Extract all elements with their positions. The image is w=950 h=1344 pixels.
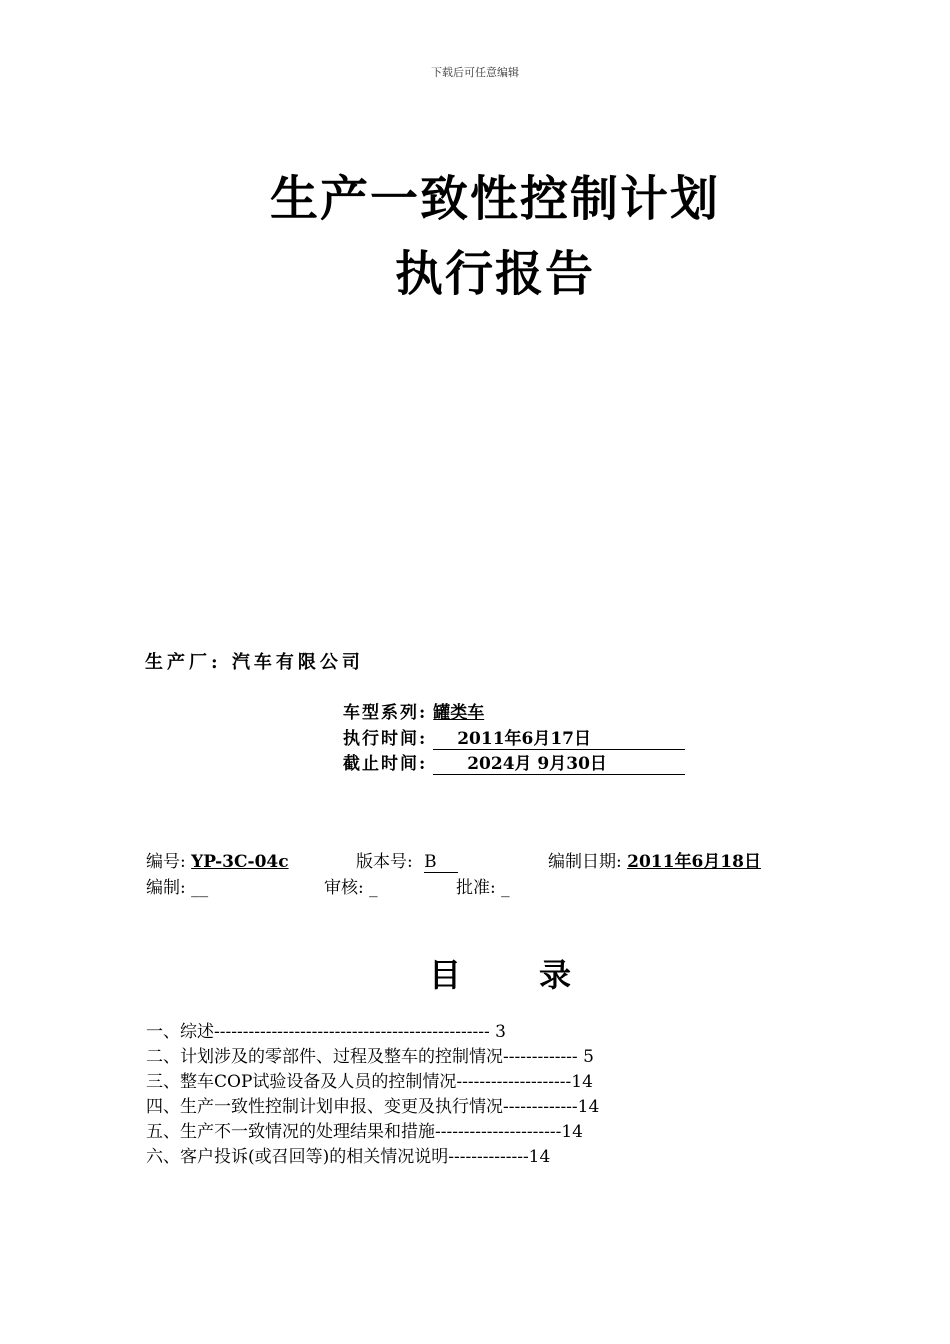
- reviewed-by-row: [324, 873, 378, 898]
- reviewed-by-label: 审核:: [324, 878, 364, 898]
- version-value: B: [424, 852, 458, 873]
- execution-time-label: 执行时间:: [343, 729, 428, 749]
- approved-by-row: [456, 873, 510, 898]
- toc-item-6[interactable]: 六、客户投诉(或召回等)的相关情况说明--------------14: [146, 1147, 551, 1167]
- page-header-note: 下载后可任意编辑: [431, 66, 519, 79]
- toc-item-3[interactable]: 三、整车COP试验设备及人员的控制情况--------------------14: [146, 1072, 593, 1092]
- toc-item-5[interactable]: 五、生产不一致情况的处理结果和措施----------------------14: [146, 1122, 584, 1142]
- approved-by-value: _: [501, 878, 510, 898]
- compiled-by-label: 编制:: [146, 878, 186, 898]
- document-meta-row1: [146, 847, 289, 872]
- reviewed-by-value: _: [369, 878, 378, 898]
- compiled-by-value: __: [191, 878, 209, 898]
- end-time-value: 2024月 9月30日: [433, 749, 685, 775]
- report-title-line2: 执行报告: [394, 246, 595, 302]
- vehicle-series-row: [343, 698, 484, 723]
- vehicle-series-label: 车型系列:: [343, 703, 428, 723]
- end-time-label: 截止时间:: [343, 754, 428, 774]
- version-label: 版本号:: [356, 852, 413, 872]
- version-row: [356, 847, 458, 873]
- toc-title-char-1: 目: [428, 956, 461, 994]
- toc-list: [146, 1020, 599, 1170]
- compile-date-label: 编制日期:: [548, 852, 622, 872]
- manufacturer-row: [145, 648, 364, 674]
- toc-title: [0, 950, 950, 996]
- vehicle-series-value: 罐类车: [433, 703, 485, 723]
- approved-by-label: 批准:: [456, 878, 496, 898]
- execution-time-value: 2011年6月17日: [433, 724, 685, 750]
- end-time-row: [343, 749, 685, 775]
- execution-time-row: [343, 724, 685, 750]
- compile-date-value: 2011年6月18日: [627, 852, 761, 872]
- document-number-value: YP-3C-04c: [191, 852, 289, 872]
- compile-date-row: [548, 847, 761, 872]
- toc-item-4[interactable]: 四、生产一致性控制计划申报、变更及执行情况-------------14: [146, 1097, 600, 1117]
- manufacturer-value: 汽车有限公司: [231, 652, 364, 673]
- compiled-by-row: [146, 873, 208, 898]
- document-number-label: 编号:: [146, 852, 186, 872]
- toc-item-1[interactable]: 一、综述------------------------------------------------ 3: [146, 1022, 506, 1042]
- toc-item-2[interactable]: 二、计划涉及的零部件、过程及整车的控制情况------------- 5: [146, 1047, 594, 1067]
- report-title-line1: 生产一致性控制计划: [269, 171, 720, 227]
- manufacturer-label: 生产厂:: [145, 652, 222, 673]
- toc-title-char-2: 录: [539, 956, 572, 994]
